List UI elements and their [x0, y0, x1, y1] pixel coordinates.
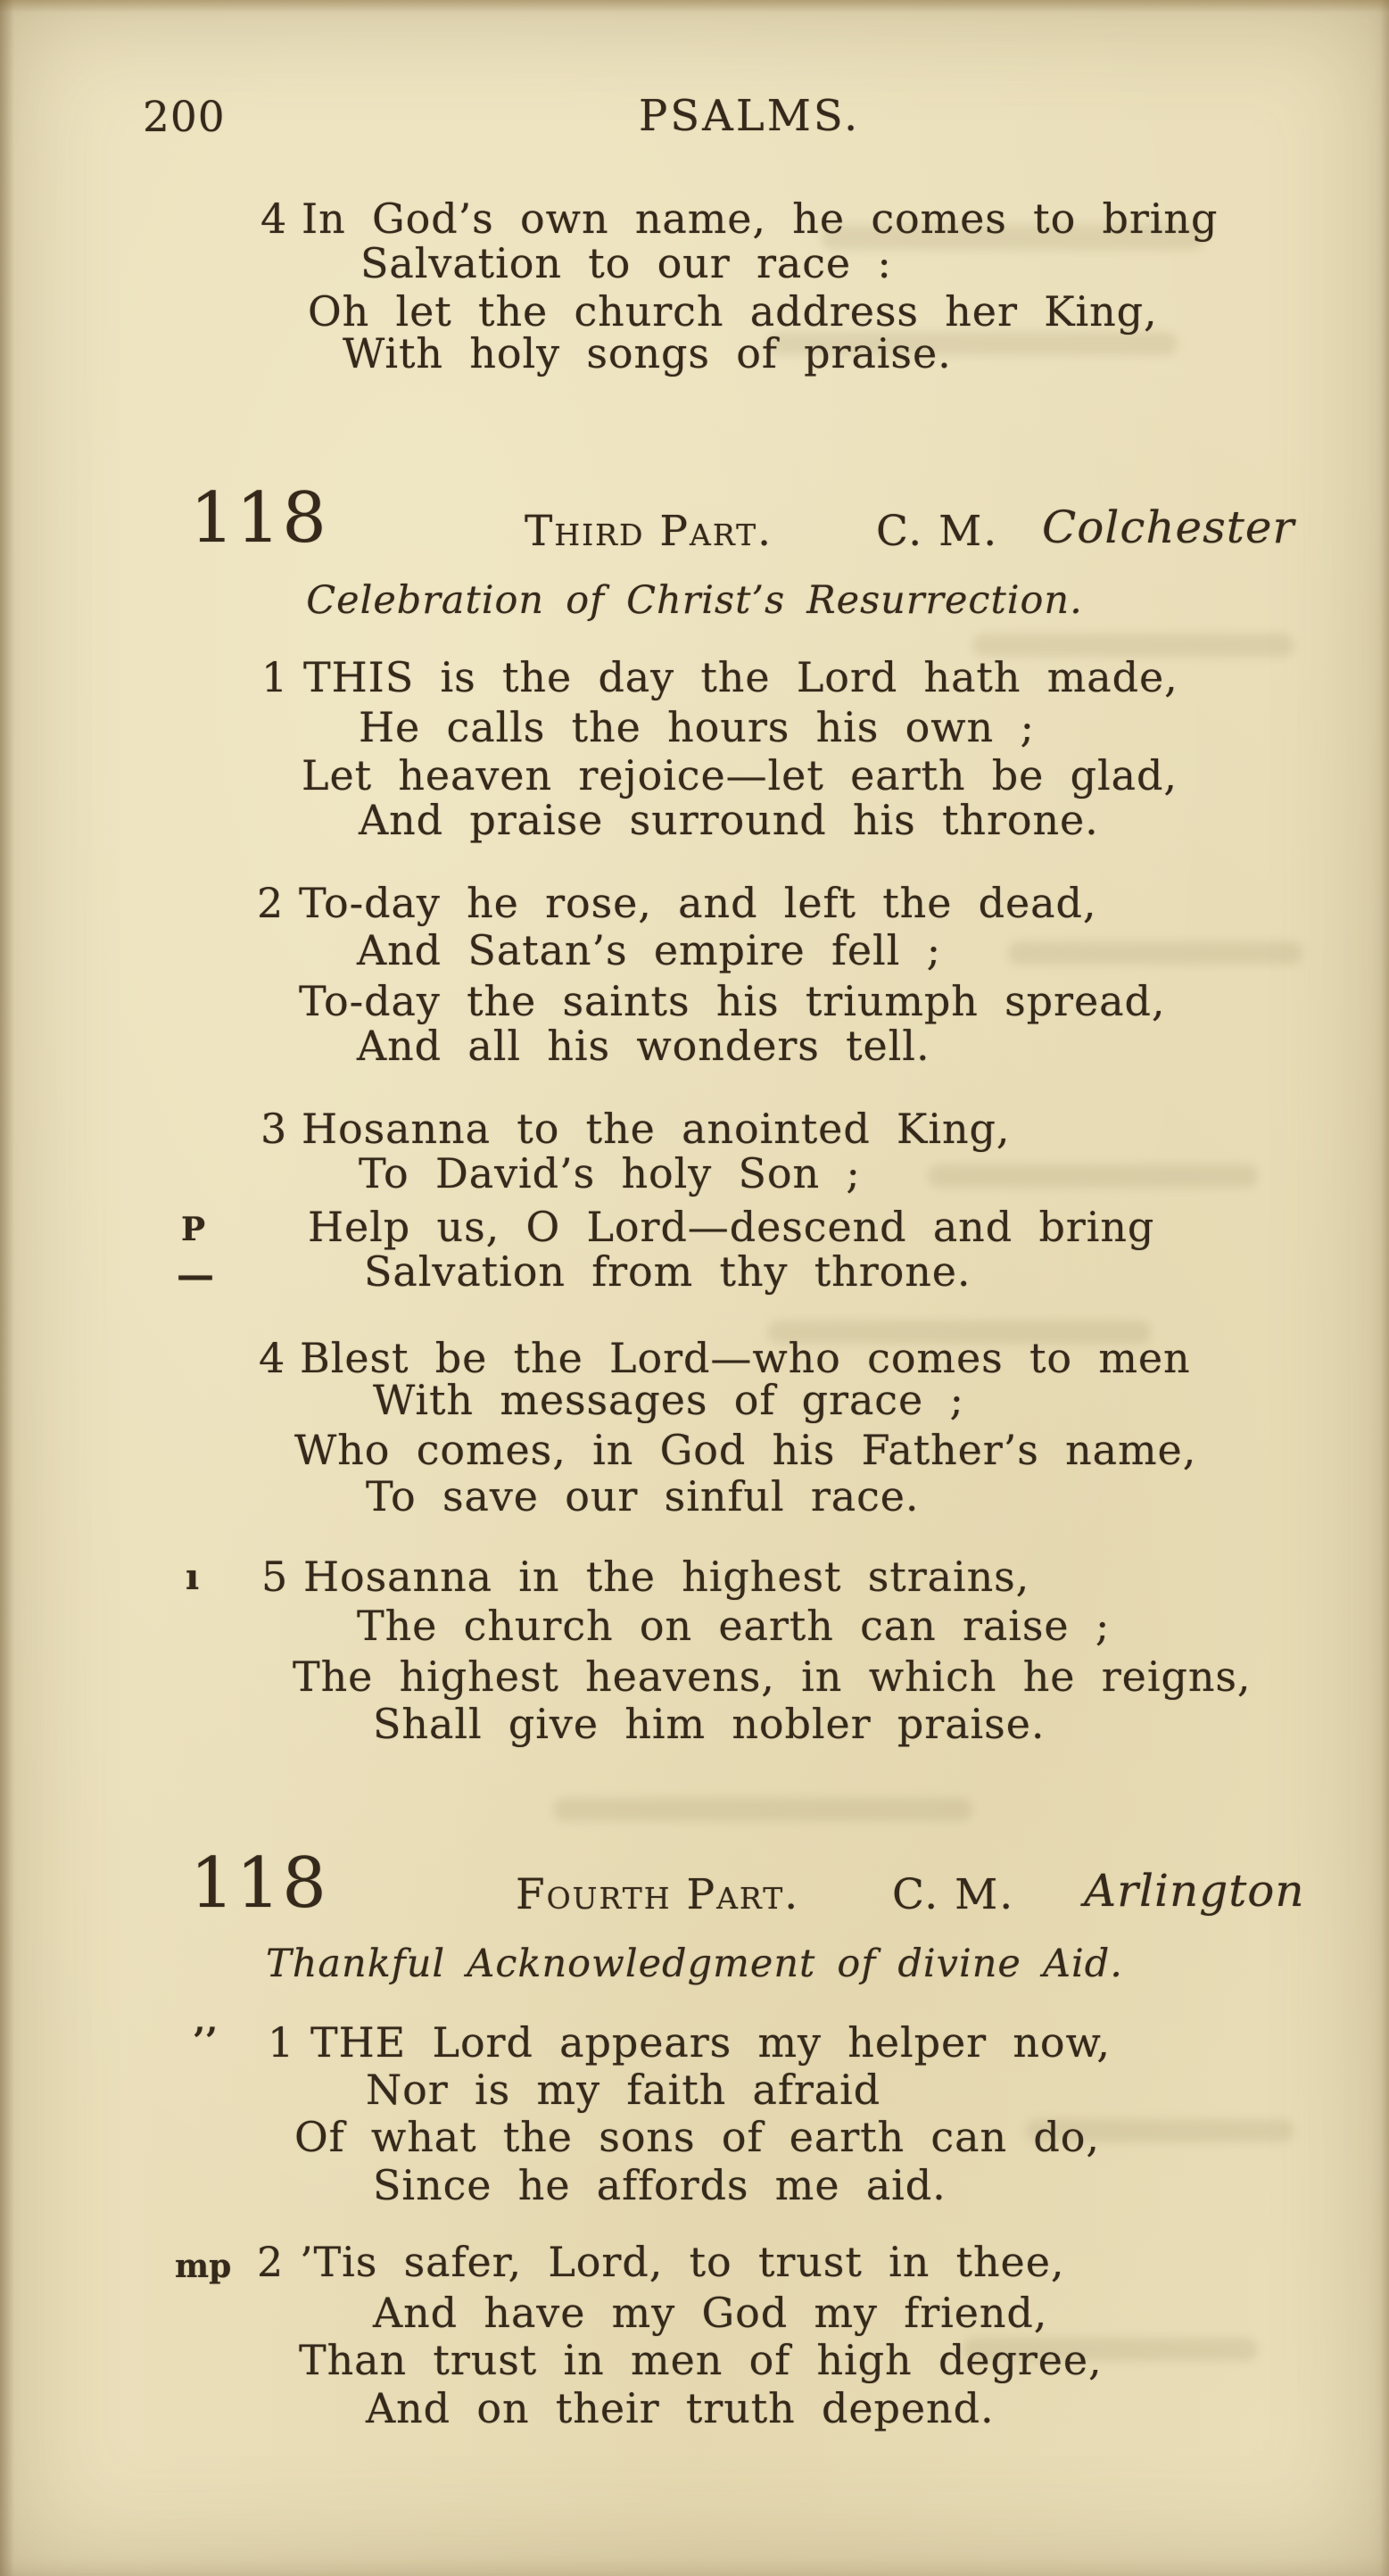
- dynamic-mark-dash: —: [177, 1253, 214, 1296]
- verse-line: To-day the saints his triumph spread,: [299, 977, 1166, 1025]
- hymn-tune-name: Arlington: [1084, 1865, 1305, 1917]
- verse-line: Salvation to our race :: [360, 239, 892, 287]
- verse-line: Shall give him nobler praise.: [373, 1700, 1046, 1748]
- page-top-edge-shadow: [0, 0, 1389, 12]
- verse-number: 2: [257, 879, 284, 927]
- verse-number: 2: [257, 2238, 284, 2286]
- hymn-part-label: Fourth Part.: [516, 1870, 800, 1919]
- dynamic-mark-mezzopiano: mp: [175, 2248, 232, 2285]
- verse-line: With holy songs of praise.: [343, 329, 952, 377]
- dynamic-mark-piano: P: [181, 1211, 206, 1248]
- verse-line: Since he affords me aid.: [373, 2161, 947, 2209]
- verse-line: With messages of grace ;: [373, 1376, 964, 1424]
- verse-line: The highest heavens, in which he reigns,: [293, 1652, 1252, 1701]
- page-number: 200: [143, 93, 226, 142]
- verse-line: To save our sinful race.: [366, 1472, 920, 1520]
- verse-number: 3: [260, 1105, 287, 1153]
- verse-line: THIS is the day the Lord hath made,: [303, 653, 1178, 701]
- verse-number: 5: [261, 1553, 288, 1601]
- dynamic-mark-fortissimo: ’’: [193, 2020, 218, 2062]
- page-left-edge-shadow: [0, 0, 14, 2576]
- verse-line: Nor is my faith afraid: [366, 2066, 881, 2114]
- verse-line: Oh let the church address her King,: [308, 287, 1158, 335]
- verse-line: Hosanna in the highest strains,: [303, 1553, 1030, 1601]
- hymn-part-label: Third Part.: [525, 507, 773, 556]
- verse-line: In God’s own name, he comes to bring: [302, 195, 1219, 243]
- verse-number: 4: [260, 195, 287, 243]
- verse-line: And Satan’s empire fell ;: [357, 926, 942, 974]
- hymn-number: 118: [190, 1843, 328, 1924]
- page-right-edge-shadow: [1380, 0, 1389, 2576]
- verse-line: Than trust in men of high degree,: [299, 2336, 1103, 2384]
- dynamic-mark-forte: ı: [186, 1556, 200, 1598]
- hymn-tune-name: Colchester: [1042, 501, 1295, 553]
- verse-line: Help us, O Lord—descend and bring: [308, 1203, 1155, 1251]
- verse-line: Who comes, in God his Father’s name,: [294, 1426, 1197, 1474]
- running-head-title: PSALMS.: [639, 91, 861, 141]
- verse-number: 4: [259, 1334, 285, 1382]
- verse-line: And on their truth depend.: [366, 2384, 995, 2432]
- verse-line: To-day he rose, and left the dead,: [299, 879, 1097, 927]
- hymn-meter: C. M.: [876, 507, 999, 556]
- verse-line: Salvation from thy throne.: [364, 1247, 971, 1296]
- verse-line: He calls the hours his own ;: [359, 703, 1035, 751]
- hymn-subtitle: Celebration of Christ’s Resurrection.: [306, 578, 1083, 623]
- hymn-meter: C. M.: [892, 1870, 1015, 1919]
- verse-line: Hosanna to the anointed King,: [302, 1105, 1011, 1153]
- verse-line: And have my God my friend,: [373, 2289, 1048, 2337]
- verse-number: 1: [261, 653, 288, 701]
- verse-line: And all his wonders tell.: [357, 1022, 930, 1070]
- verse-line: ’Tis safer, Lord, to trust in thee,: [300, 2238, 1065, 2286]
- verse-line: Let heaven rejoice—let earth be glad,: [302, 751, 1178, 799]
- verse-line: To David’s holy Son ;: [359, 1149, 861, 1197]
- verse-line: THE Lord appears my helper now,: [310, 2018, 1111, 2067]
- verse-line: Of what the sons of earth can do,: [294, 2113, 1100, 2161]
- verse-number: 1: [268, 2018, 294, 2067]
- verse-line: And praise surround his throne.: [359, 796, 1099, 844]
- verse-line: The church on earth can raise ;: [357, 1602, 1111, 1650]
- verse-line: Blest be the Lord—who comes to men: [300, 1334, 1191, 1382]
- hymn-subtitle: Thankful Acknowledgment of divine Aid.: [266, 1942, 1123, 1986]
- hymn-number: 118: [190, 478, 328, 559]
